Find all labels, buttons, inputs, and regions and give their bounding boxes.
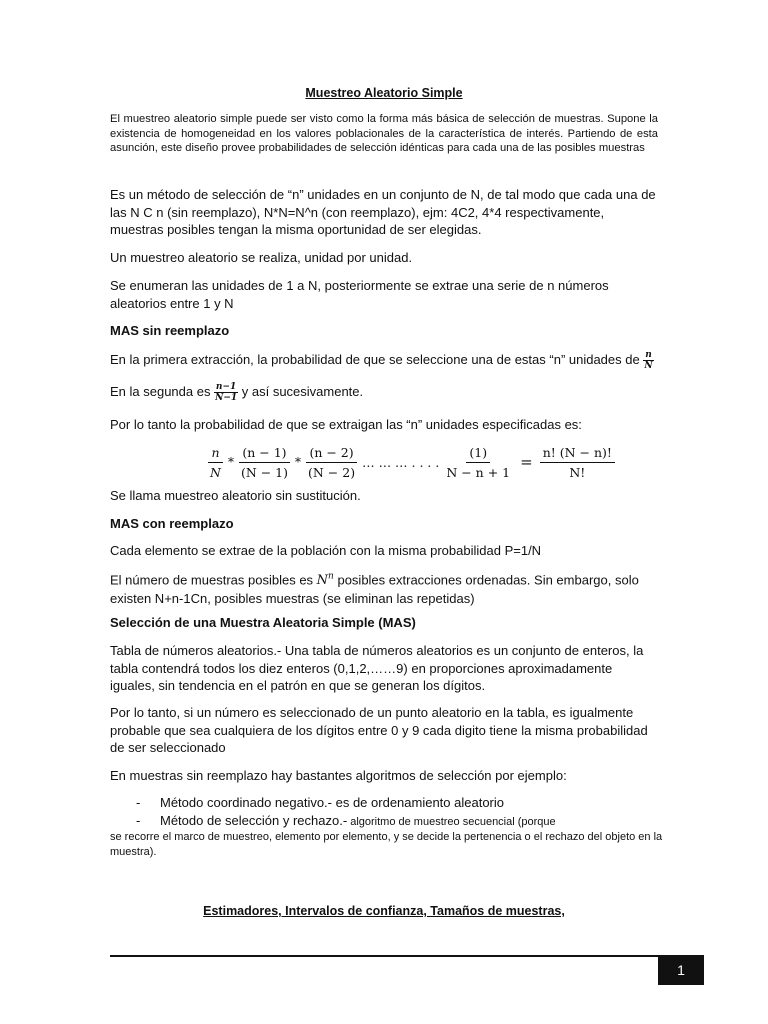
list-item (110, 812, 670, 832)
formula-numerator: (n − 1) (239, 445, 289, 463)
footer-rule (110, 955, 658, 957)
paragraph-sin-sustitucion: Se llama muestreo aleatorio sin sustitución. (110, 488, 361, 503)
list-item-note: algoritmo de muestreo secuencial (porque (347, 815, 556, 828)
section-heading-estimadores: Estimadores, Intervalos de confianza, Tamaños de muestras, (203, 904, 565, 918)
first-extraction-text: En la primera extracción, la probabilidad de que se seleccione una de estas “n” unidades de (110, 351, 640, 367)
paragraph-definition: Es un método de selección de “n” unidades en un conjunto de N, de tal modo que cada una de las N C n (sin reemplazo), N*N=N^n (con reemplazo), ejm: 4C2, 4*4 respectivamente, muestras posibles tengan la misma oportunidad de ser elegidas. (110, 187, 656, 237)
fraction-numerator: n (645, 350, 652, 360)
formula-denominator: N − n + 1 (446, 464, 511, 480)
bullet-dash: - (136, 812, 141, 828)
second-extraction-suffix: y así sucesivamente. (241, 383, 364, 399)
list-continuation: se recorre el marco de muestreo, elemento por elemento, y se decide la pertenencia o el rechazo del objeto en la muestra). (110, 831, 663, 858)
paragraph-random-point: Por lo tanto, si un número es seleccionado de un punto aleatorio en la tabla, es igualmente probable que sea cualquiera de los dígitos entre 0 y 9 cada digito tiene la misma probabilidad de ser seleccionado (110, 705, 648, 755)
fraction-n-over-N (643, 350, 653, 371)
page-number-badge (658, 955, 704, 985)
heading-mas-con-reemplazo: MAS con reemplazo (110, 516, 234, 531)
formula-denominator: N (210, 464, 221, 480)
formula-fraction-5 (540, 445, 615, 480)
formula-numerator: n (208, 445, 222, 463)
paragraph-second-extraction (110, 382, 660, 403)
formula-fraction-2 (238, 445, 291, 480)
formula-multiply: * (295, 455, 302, 469)
paragraph-possible-samples (110, 569, 660, 607)
formula-denominator: (N − 2) (308, 464, 356, 480)
bullet-dash: - (136, 795, 141, 810)
formula-ellipsis: … … … . . . . (362, 454, 440, 470)
formula-denominator: (N − 1) (240, 464, 289, 480)
formula-fraction-1 (207, 445, 224, 480)
list-item-text: Método de selección y rechazo.- (160, 812, 348, 828)
paragraph-random-table: Tabla de números aleatorios.- Una tabla de números aleatorios es un conjunto de enteros, la tabla contendrá todos los diez enteros (0,1,2,……9) en proporciones aproximadamente iguales, sin tendencia en el patrón en que se generan los dígitos. (110, 643, 644, 693)
paragraph-enumeration: Se enumeran las unidades de 1 a N, posteriormente se extrae una serie de n números aleatorios entre 1 y N (110, 278, 609, 311)
formula-fraction-4 (443, 445, 513, 480)
page-number: 1 (677, 962, 685, 978)
fraction-numerator: n−1 (215, 382, 237, 392)
math-N-power-n (317, 573, 334, 588)
list-item (110, 794, 670, 812)
paragraph-algorithms: En muestras sin reemplazo hay bastantes algoritmos de selección por ejemplo: (110, 768, 567, 783)
fraction-denominator: N (644, 361, 653, 371)
formula-equals: = (520, 453, 533, 471)
formula-numerator: (1) (466, 445, 490, 463)
formula-fraction-3 (305, 445, 358, 480)
formula-denominator: N! (569, 464, 586, 480)
page-title: Muestreo Aleatorio Simple (305, 86, 463, 100)
paragraph-unit-by-unit: Un muestreo aleatorio se realiza, unidad por unidad. (110, 250, 413, 265)
heading-mas-sin-reemplazo: MAS sin reemplazo (110, 323, 230, 338)
paragraph-equal-probability: Cada elemento se extrae de la población con la misma probabilidad P=1/N (110, 543, 542, 558)
math-base: N (316, 573, 329, 589)
heading-seleccion-mas: Selección de una Muestra Aleatoria Simple (MAS) (110, 615, 416, 630)
list-item-text: Método coordinado negativo.- es de ordenamiento aleatorio (160, 795, 505, 810)
paragraph-probability-intro: Por lo tanto la probabilidad de que se extraigan las “n” unidades especificadas es: (110, 417, 582, 432)
paragraph-first-extraction (110, 350, 660, 371)
algorithm-list (110, 794, 670, 831)
probability-formula (205, 442, 617, 482)
fraction-n-minus-1 (214, 382, 238, 403)
possible-samples-text: El número de muestras posibles es (110, 572, 314, 588)
possible-samples-suffix: posibles extracciones ordenadas. Sin embargo, solo existen N+n-1Cn, posibles muestras (se eliminan las repetidas) (110, 572, 639, 606)
formula-multiply: * (227, 455, 234, 469)
formula-numerator: n! (N − n)! (540, 445, 615, 463)
math-exponent: n (328, 572, 334, 582)
formula-numerator: (n − 2) (306, 445, 356, 463)
second-extraction-text: En la segunda es (110, 383, 211, 399)
intro-paragraph: El muestreo aleatorio simple puede ser visto como la forma más básica de selección de muestras. Supone la existencia de homogeneidad en los valores poblacionales de la característica de interés. Partiendo de esta asunción, este diseño provee probabilidades de selección idénticas para cada una de las posibles muestras (110, 113, 658, 154)
fraction-denominator: N−1 (215, 393, 238, 403)
